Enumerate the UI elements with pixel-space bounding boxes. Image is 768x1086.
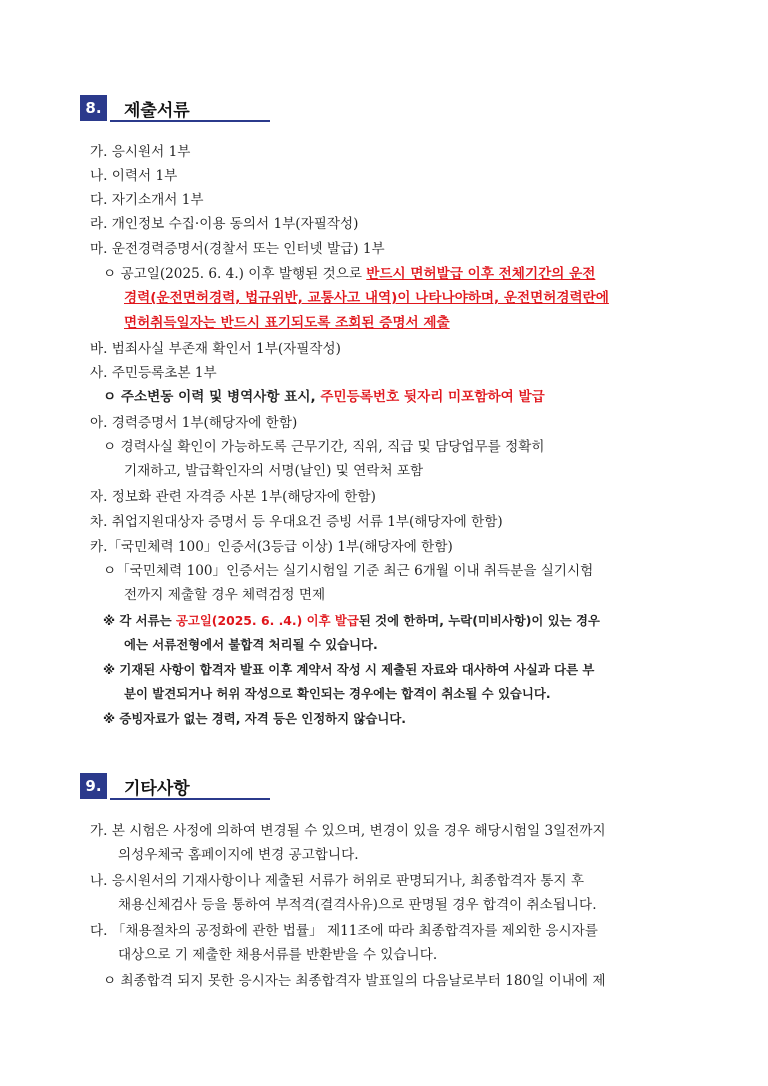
item-ka-note-2: 전까지 제출할 경우 체력검정 면제 <box>124 587 326 603</box>
item-cha: 차. 취업지원대상자 증명서 등 우대요건 증빙 서류 1부(해당자에 한함) <box>90 514 503 530</box>
item-ma-note-highlight-3: 면허취득일자는 반드시 표기되도록 조회된 증명서 제출 <box>124 315 450 331</box>
note-3: ※ 증빙자료가 없는 경력, 자격 등은 인정하지 않습니다. <box>103 711 407 726</box>
section-9-number: 9. <box>80 773 107 799</box>
note-1-suffix: 된 것에 한하며, 누락(미비사항)이 있는 경우 <box>358 613 600 628</box>
section-8-header <box>80 95 270 125</box>
item-ba: 바. 범죄사실 부존재 확인서 1부(자필작성) <box>90 341 341 357</box>
section-8-underline <box>110 120 270 122</box>
s9-item-na-2: 채용신체검사 등을 통하여 부적격(결격사유)으로 판명될 경우 합격이 취소됩니다. <box>118 897 597 913</box>
section-9-underline <box>110 798 270 800</box>
s9-item-da-2: 대상으로 기 제출한 채용서류를 반환받을 수 있습니다. <box>118 947 438 963</box>
item-na: 나. 이력서 1부 <box>90 168 178 184</box>
note-2-line-2: 분이 발견되거나 허위 작성으로 확인되는 경우에는 합격이 취소될 수 있습니다. <box>124 686 551 701</box>
item-ja: 자. 정보화 관련 자격증 사본 1부(해당자에 한함) <box>90 489 376 505</box>
note-2-line-1: ※ 기재된 사항이 합격자 발표 이후 계약서 작성 시 제출된 자료와 대사하여 사실과 다른 부 <box>103 662 595 677</box>
item-a-note-2: 기재하고, 발급확인자의 서명(날인) 및 연락처 포함 <box>124 463 424 479</box>
item-sa-note-highlight: 주민등록번호 뒷자리 미포함하여 발급 <box>320 389 545 405</box>
note-1-line-2: 에는 서류전형에서 불합격 처리될 수 있습니다. <box>124 637 378 652</box>
s9-item-da-1: 다. 「채용절차의 공정화에 관한 법률」 제11조에 따라 최종합격자를 제외한 응시자를 <box>90 923 598 939</box>
item-ka-note-1: ㅇ「국민체력 100」인증서는 실기시험일 기준 최근 6개월 이내 취득분을 실기시험 <box>103 563 594 579</box>
item-sa: 사. 주민등록초본 1부 <box>90 365 217 381</box>
section-8-title: 제출서류 <box>124 101 190 121</box>
section-8-number: 8. <box>80 95 107 121</box>
item-a: 아. 경력증명서 1부(해당자에 한함) <box>90 415 298 431</box>
note-1-highlight: 공고일(2025. 6. .4.) 이후 발급 <box>175 613 359 628</box>
section-9-title: 기타사항 <box>124 779 190 799</box>
item-sa-note <box>103 388 545 407</box>
s9-item-ga-2: 의성우체국 홈페이지에 변경 공고합니다. <box>118 847 359 863</box>
item-ma-note-highlight-2: 경력(운전면허경력, 법규위반, 교통사고 내역)이 나타나야하며, 운전면허경력란에 <box>124 290 609 306</box>
item-ma-note-text: ㅇ 공고일(2025. 6. 4.) 이후 발행된 것으로 <box>103 266 367 282</box>
item-da: 다. 자기소개서 1부 <box>90 192 204 208</box>
item-ma: 마. 운전경력증명서(경찰서 또는 인터넷 발급) 1부 <box>90 241 385 257</box>
item-ma-note <box>103 265 595 284</box>
item-ka: 카.「국민체력 100」인증서(3등급 이상) 1부(해당자에 한함) <box>90 539 453 555</box>
note-1-prefix: ※ 각 서류는 <box>103 613 176 628</box>
s9-item-na-1: 나. 응시원서의 기재사항이나 제출된 서류가 허위로 판명되거나, 최종합격자 통지 후 <box>90 873 585 889</box>
item-ma-note-highlight-1: 반드시 면허발급 이후 전체기간의 운전 <box>366 266 596 282</box>
note-1-line-1 <box>103 611 600 630</box>
section-9-header <box>80 773 270 803</box>
item-ga: 가. 응시원서 1부 <box>90 144 191 160</box>
s9-item-ga-1: 가. 본 시험은 사정에 의하여 변경될 수 있으며, 변경이 있을 경우 해당시험일 3일전까지 <box>90 823 606 839</box>
s9-item-da-note: ㅇ 최종합격 되지 못한 응시자는 최종합격자 발표일의 다음날로부터 180일 이내에 제 <box>103 973 606 989</box>
item-ra: 라. 개인정보 수집·이용 동의서 1부(자필작성) <box>90 216 359 232</box>
item-a-note-1: ㅇ 경력사실 확인이 가능하도록 근무기간, 직위, 직급 및 담당업무를 정확히 <box>103 439 545 455</box>
item-sa-note-bold: ㅇ 주소변동 이력 및 병역사항 표시, <box>103 389 321 405</box>
